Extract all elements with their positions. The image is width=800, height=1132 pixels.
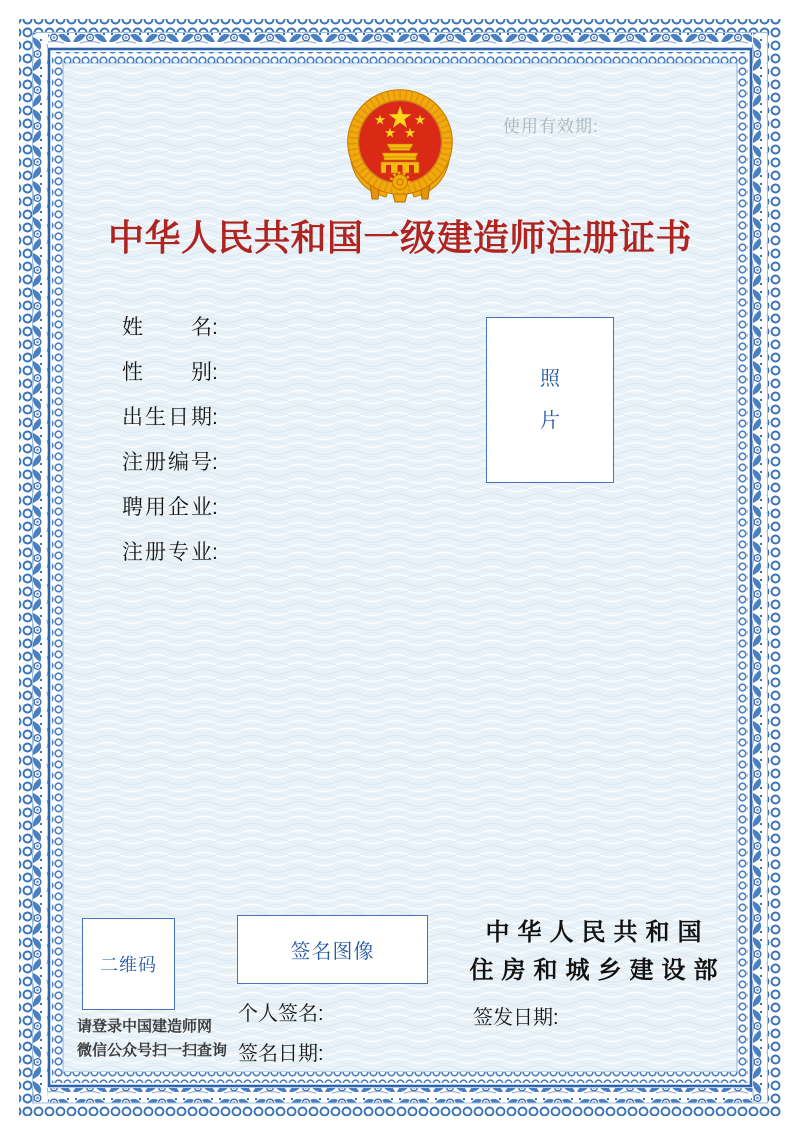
signature-image-box xyxy=(237,915,428,984)
field-colon: : xyxy=(212,406,218,429)
field-row-registration-number xyxy=(122,440,228,485)
certificate-title: 中华人民共和国一级建造师注册证书 xyxy=(107,217,692,258)
field-colon: : xyxy=(212,316,218,339)
qr-scan-instructions xyxy=(77,1015,227,1063)
field-label: 注册编号 xyxy=(122,451,212,474)
issue-date-label: 签发日期: xyxy=(473,1007,559,1029)
field-colon: : xyxy=(212,451,218,474)
validity-period-label: 使用有效期: xyxy=(503,117,599,136)
field-label: 聘用企业 xyxy=(122,496,212,519)
field-label: 注册专业 xyxy=(122,541,212,564)
field-row-registered-specialty xyxy=(122,530,228,575)
photo-placeholder-box xyxy=(486,317,614,483)
photo-label-line1: 照 xyxy=(540,368,560,390)
field-label: 性别 xyxy=(122,361,212,384)
signature-date-label: 签名日期: xyxy=(238,1043,324,1065)
qr-note-line2: 微信公众号扫一扫查询 xyxy=(77,1042,228,1059)
field-colon: : xyxy=(212,541,218,564)
issuer-name-line1: 中华人民共和国 xyxy=(485,919,710,946)
photo-label-line2: 片 xyxy=(540,410,560,432)
personal-signature-label: 个人签名: xyxy=(238,1003,324,1025)
field-row-birthdate xyxy=(122,395,228,440)
qr-note-line1: 请登录中国建造师网 xyxy=(77,1018,213,1035)
issuing-authority xyxy=(450,914,745,990)
field-row-employer xyxy=(122,485,228,530)
field-colon: : xyxy=(212,496,218,519)
qr-code-label: 二维码 xyxy=(100,955,157,975)
qr-code-placeholder-box xyxy=(82,918,175,1010)
field-row-name xyxy=(122,305,228,350)
field-label: 姓名 xyxy=(122,316,212,339)
issuer-name-line2: 住房和城乡建设部 xyxy=(469,957,726,984)
signature-image-label: 签名图像 xyxy=(290,941,375,963)
china-national-emblem-icon xyxy=(340,86,460,204)
field-list xyxy=(122,305,228,575)
field-colon: : xyxy=(212,361,218,384)
field-label: 出生日期 xyxy=(122,406,212,429)
field-row-gender xyxy=(122,350,228,395)
